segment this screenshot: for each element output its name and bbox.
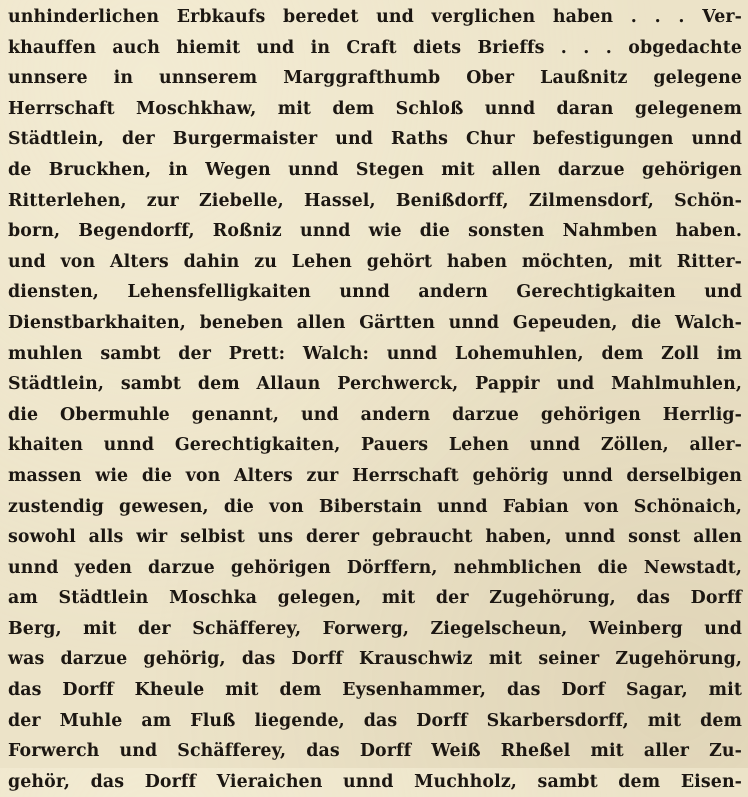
- text-line: unnd yeden darzue gehörigen Dörffern, nehmblichen die Newstadt,: [8, 557, 742, 578]
- text-line: die Obermuhle genannt, und andern darzue gehörigen Herrlig-: [8, 404, 742, 425]
- text-line: sowohl alls wir selbist uns derer gebraucht haben, unnd sonst allen: [8, 527, 742, 548]
- text-line: Städtlein, der Burgermaister und Raths Chur befestigungen unnd: [8, 129, 742, 150]
- text-line: und von Alters dahin zu Lehen gehört haben möchten, mit Ritter-: [8, 251, 742, 272]
- text-line: was darzue gehörig, das Dorff Krauschwiz mit seiner Zugehörung,: [8, 649, 742, 670]
- text-line: khauffen auch hiemit und in Craft diets Brieffs . . . obgedachte: [8, 37, 742, 58]
- text-line: zustendig gewesen, die von Biberstain unnd Fabian von Schönaich,: [8, 496, 742, 517]
- text-line: das Dorff Kheule mit dem Eysenhammer, das Dorf Sagar, mit: [8, 680, 742, 701]
- text-line: de Bruckhen, in Wegen unnd Stegen mit allen darzue gehörigen: [8, 159, 742, 180]
- text-line: diensten, Lehensfelligkaiten unnd andern Gerechtigkaiten und: [8, 282, 742, 303]
- text-line: Ritterlehen, zur Ziebelle, Hassel, Benißdorff, Zilmensdorf, Schön-: [8, 190, 742, 211]
- text-line: unnsere in unnserem Marggrafthumb Ober Laußnitz gelegene: [8, 68, 742, 89]
- text-line: Herrschaft Moschkhaw, mit dem Schloß unnd daran gelegenem: [8, 98, 742, 119]
- text-line: gehör, das Dorff Vieraichen unnd Muchholz, sambt dem Eisen-: [8, 771, 742, 792]
- text-line: Berg, mit der Schäfferey, Forwerg, Ziegelscheun, Weinberg und: [8, 618, 742, 639]
- text-line: khaiten unnd Gerechtigkaiten, Pauers Lehen unnd Zöllen, aller-: [8, 435, 742, 456]
- text-line: massen wie die von Alters zur Herrschaft gehörig unnd derselbigen: [8, 465, 742, 486]
- text-line: born, Begendorff, Roßniz unnd wie die sonsten Nahmben haben.: [8, 221, 742, 242]
- text-line: muhlen sambt der Prett: Walch: unnd Lohemuhlen, dem Zoll im: [8, 343, 742, 364]
- text-line: der Muhle am Fluß liegende, das Dorff Skarbersdorff, mit dem: [8, 710, 742, 731]
- text-line: am Städtlein Moschka gelegen, mit der Zugehörung, das Dorff: [8, 588, 742, 609]
- text-line: Forwerch und Schäfferey, das Dorff Weiß Rheßel mit aller Zu-: [8, 741, 742, 762]
- text-line: Städtlein, sambt dem Allaun Perchwerck, Pappir und Mahlmuhlen,: [8, 374, 742, 395]
- fraktur-text-block: [8, 2, 742, 797]
- text-line: unhinderlichen Erbkaufs beredet und verglichen haben . . . Ver-: [8, 7, 742, 27]
- text-line: Dienstbarkhaiten, beneben allen Gärtten unnd Gepeuden, die Walch-: [8, 312, 742, 333]
